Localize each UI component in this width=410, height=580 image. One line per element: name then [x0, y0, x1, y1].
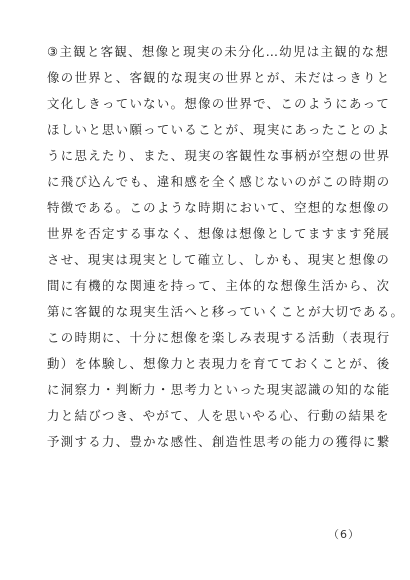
text-line: 特徴である。このような時期において、空想的な想像の	[47, 200, 391, 215]
page-number: （6）	[328, 528, 360, 541]
text-line: 予測する力、豊かな感性、創造性思考の能力の獲得に繋	[47, 434, 391, 449]
text-line: 像の世界と、客観的な現実の世界とが、未だはっきりと	[47, 70, 391, 85]
text-line: させ、現実は現実として確立し、しかも、現実と想像の	[47, 252, 391, 267]
text-line: 力と結びつき、やがて、人を思いやる心、行動の結果を	[47, 408, 390, 423]
text-line: ほしいと思い願っていることが、現実にあったことのよ	[47, 122, 391, 137]
text-line: 間に有機的な関連を持って、主体的な想像生活から、次	[47, 278, 391, 293]
text-line: この時期に、十分に想像を楽しみ表現する活動（表現行	[47, 330, 391, 345]
text-line: 文化しきっていない。想像の世界で、このようにあって	[47, 96, 391, 111]
text-line: 動）を体験し、想像力と表現力を育てておくことが、後	[47, 356, 391, 371]
text-line: うに思えたり、また、現実の客観性な事柄が空想の世界	[47, 148, 391, 163]
text-line: に洞察力・判断力・思考力といった現実認識の知的な能	[47, 382, 391, 397]
text-line: 第に客観的な現実生活へと移っていくことが大切である。	[47, 304, 405, 319]
text-line: に飛び込んでも、違和感を全く感じないのがこの時期の	[47, 174, 391, 189]
body-text	[47, 39, 405, 455]
text-line: ③主観と客観、想像と現実の未分化…幼児は主観的な想	[47, 44, 390, 59]
text-line: 世界を否定する事なく、想像は想像としてますます発展	[47, 226, 391, 241]
